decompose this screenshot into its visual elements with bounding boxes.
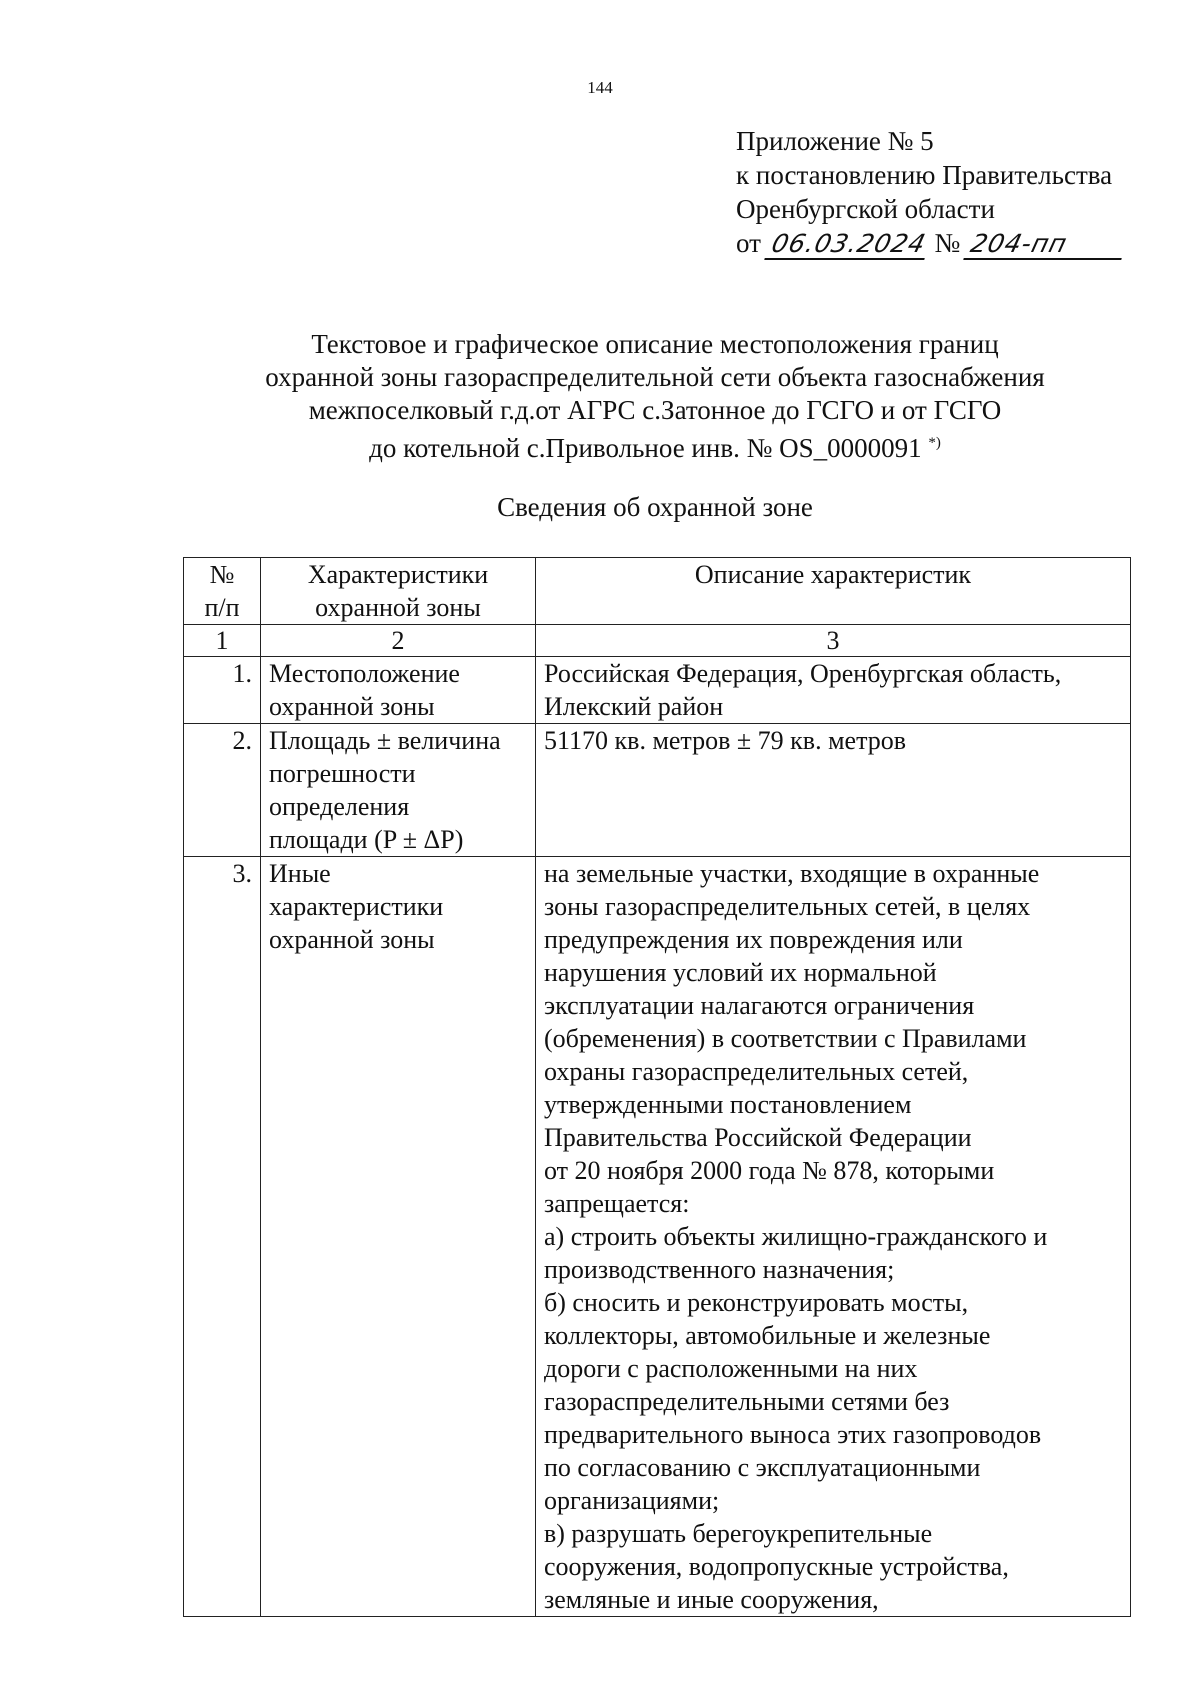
cell-line: (обременения) в соответствии с Правилами xyxy=(544,1024,1027,1053)
document-title xyxy=(0,328,1200,465)
cell-line: нарушения условий их нормальной xyxy=(544,958,937,987)
row-desc-cell xyxy=(536,657,1131,724)
appendix-line-3: Оренбургской области xyxy=(736,194,995,224)
cell-line: Илекский район xyxy=(544,692,724,721)
cell-line: 51170 кв. метров ± 79 кв. метров xyxy=(544,726,907,755)
cell-line: в) разрушать берегоукрепительные xyxy=(544,1519,933,1548)
cell-line: земляные и иные сооружения, xyxy=(544,1585,879,1614)
header-cell-description xyxy=(536,558,1131,625)
header-text: Характеристики xyxy=(307,560,489,589)
header-text: Описание характеристик xyxy=(694,560,972,589)
page-number: 144 xyxy=(587,78,613,97)
cell-line: запрещается: xyxy=(544,1189,690,1218)
cell-line: на земельные участки, входящие в охранные xyxy=(544,859,1040,888)
row-number: 3. xyxy=(184,857,261,1617)
appendix-line-1: Приложение № 5 xyxy=(736,126,934,156)
cell-line: Российская Федерация, Оренбургская область, xyxy=(544,659,1062,688)
column-number-row xyxy=(184,625,1131,657)
cell-line: утвержденными постановлением xyxy=(544,1090,912,1119)
section-subtitle: Сведения об охранной зоне xyxy=(497,492,813,522)
table-header-row xyxy=(184,558,1131,625)
cell-line: по согласованию с эксплуатационными xyxy=(544,1453,981,1482)
appendix-signature-line xyxy=(736,226,1125,260)
title-line-1: Текстовое и графическое описание местоположения границ xyxy=(311,329,999,359)
cell-line: предупреждения их повреждения или xyxy=(544,925,963,954)
cell-line: зоны газораспределительных сетей, в целях xyxy=(544,892,1031,921)
cell-line: Местоположение xyxy=(269,659,460,688)
row-name-cell xyxy=(261,857,536,1617)
cell-line: погрешности xyxy=(269,759,416,788)
column-number-cell: 3 xyxy=(536,625,1131,657)
cell-line: Иные xyxy=(269,859,331,888)
header-text: № xyxy=(209,560,235,589)
cell-line: а) строить объекты жилищно-гражданского и xyxy=(544,1222,1048,1251)
from-label: от xyxy=(736,228,761,258)
handwritten-number: 204-пп xyxy=(963,230,1128,260)
row-number: 2. xyxy=(184,724,261,857)
row-desc-cell xyxy=(536,857,1131,1617)
cell-line: Площадь ± величина xyxy=(269,726,501,755)
title-line-3: межпоселковый г.д.от АГРС с.Затонное до ГСГО и от ГСГО xyxy=(308,395,1002,425)
appendix-line-2: к постановлению Правительства xyxy=(736,160,1113,190)
header-cell-number xyxy=(184,558,261,625)
cell-line: дороги с расположенными на них xyxy=(544,1354,918,1383)
cell-line: охранной зоны xyxy=(269,692,435,721)
cell-line: организациями; xyxy=(544,1486,720,1515)
header-cell-characteristics xyxy=(261,558,536,625)
table-row xyxy=(184,857,1131,1617)
cell-line: эксплуатации налагаются ограничения xyxy=(544,991,975,1020)
cell-line: коллекторы, автомобильные и железные xyxy=(544,1321,991,1350)
cell-line: предварительного выноса этих газопроводов xyxy=(544,1420,1042,1449)
title-line-4: до котельной с.Привольное инв. № OS_0000091 xyxy=(369,433,922,463)
table-row xyxy=(184,657,1131,724)
footnote-mark: *) xyxy=(928,435,941,451)
cell-line: Правительства Российской Федерации xyxy=(544,1123,972,1152)
table-row xyxy=(184,724,1131,857)
cell-line: газораспределительными сетями без xyxy=(544,1387,950,1416)
cell-line: охранной зоны xyxy=(269,925,435,954)
number-label: № xyxy=(934,228,961,258)
header-text: охранной зоны xyxy=(315,593,481,622)
cell-line: б) сносить и реконструировать мосты, xyxy=(544,1288,969,1317)
row-desc-cell xyxy=(536,724,1131,857)
cell-line: характеристики xyxy=(269,892,444,921)
cell-line: производственного назначения; xyxy=(544,1255,895,1284)
row-number: 1. xyxy=(184,657,261,724)
appendix-block xyxy=(736,124,1125,260)
cell-line: охраны газораспределительных сетей, xyxy=(544,1057,969,1086)
cell-line: определения xyxy=(269,792,410,821)
zone-info-table xyxy=(183,557,1131,1617)
header-text: п/п xyxy=(204,593,240,622)
column-number-cell: 2 xyxy=(261,625,536,657)
handwritten-date: 06.03.2024 xyxy=(764,230,931,260)
cell-line: площади (P ± ΔP) xyxy=(269,825,464,854)
cell-line: сооружения, водопропускные устройства, xyxy=(544,1552,1009,1581)
title-line-2: охранной зоны газораспределительной сети объекта газоснабжения xyxy=(265,362,1045,392)
row-name-cell xyxy=(261,724,536,857)
title-line-4-wrap xyxy=(0,427,1200,465)
row-name-cell xyxy=(261,657,536,724)
column-number-cell: 1 xyxy=(184,625,261,657)
cell-line: от 20 ноября 2000 года № 878, которыми xyxy=(544,1156,995,1185)
